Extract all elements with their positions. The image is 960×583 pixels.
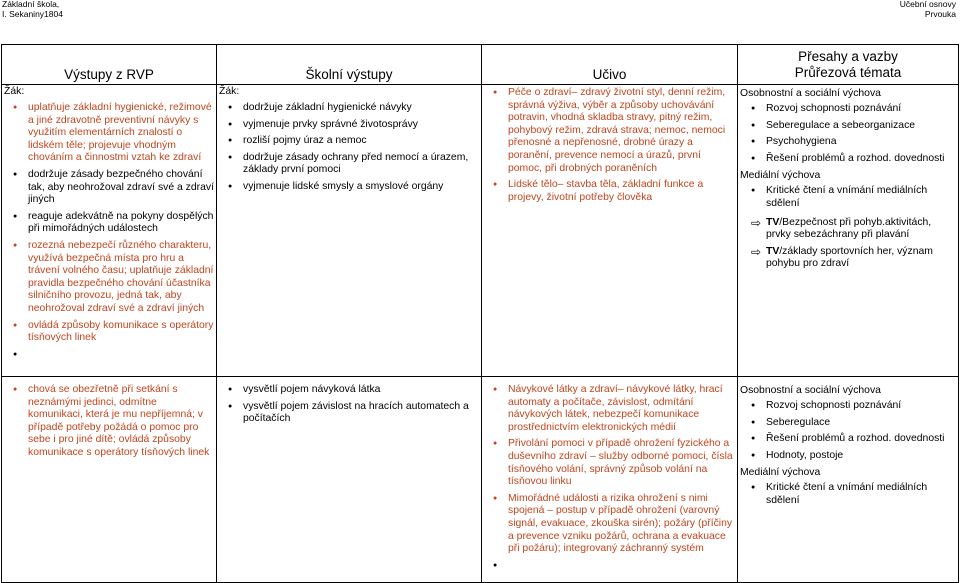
list-item: ● Seberegulace a sebeorganizace xyxy=(740,120,956,133)
pupil-label: Žák: xyxy=(219,86,240,97)
column-header-school: Školní výstupy xyxy=(217,45,482,85)
overlaps-cell xyxy=(738,85,959,377)
content-cell xyxy=(482,85,738,377)
list-item: ● reaguje adekvátně na pokyny dospělých při mimořádných událostech xyxy=(4,211,214,236)
list-item: ● Péče o zdraví– zdravý životní styl, denní režim, správná výživa, výběr a způsoby uchovávání potravin, vhodná skladba stravy, pitný režim, pohybový režim, zdravá strava; nemoc, nemoci přenosné a nepřenosné, drobné úrazy a poranění, prevence nemocí a úrazů, první pomoc, při drobných poraněních xyxy=(484,87,735,175)
mv-list xyxy=(740,482,956,507)
content-list xyxy=(484,384,735,556)
overlaps-header-line-2: Průřezová témata xyxy=(794,64,902,80)
mv-title: Mediální výchova xyxy=(740,170,821,182)
table-row xyxy=(2,377,959,583)
links-list xyxy=(740,217,956,271)
list-item: ● Mimořádné události a rizika ohrožení s nimi spojená – postup v případě ohrožení (varovný signál, evakuace, zkouška sirén); požáry (příčiny a prevence vzniku požárů, ochrana a evakuace při požáru); integrovaný záchranný systém xyxy=(484,493,735,556)
list-item: ● Řešení problémů a rozhod. dovednosti xyxy=(740,153,956,166)
link-item xyxy=(740,246,956,271)
list-item: ● Kritické čtení a vnímání mediálních sdělení xyxy=(740,482,956,507)
document-line-2: Prvouka xyxy=(924,8,956,19)
school-line-2: I. Sekaniny1804 xyxy=(2,8,63,19)
list-item: ● uplatňuje základní hygienické, režimové a jiné zdravotně preventivní návyky s využitím elementárních znalostí o lidském těle; projevuje vhodným chováním a činnostmi vztah ke zdraví xyxy=(4,102,214,165)
list-item: ● Rozvoj schopnosti poznávání xyxy=(740,103,956,116)
list-item: ● dodržuje zásady ochrany před nemocí a úrazem, základy první pomoci xyxy=(219,152,479,177)
pupil-label: Žák: xyxy=(4,86,25,97)
column-header-content: Učivo xyxy=(482,45,738,85)
list-item: ● dodržuje zásady bezpečného chování tak, aby neohrožoval zdraví své a zdraví jiných xyxy=(4,169,214,207)
list-item: ● Psychohygiena xyxy=(740,136,956,149)
list-item: ● Hodnoty, postoje xyxy=(740,450,956,463)
osv-title: Osobnostní a sociální výchova xyxy=(740,88,881,99)
document-line-1: Učební osnovy xyxy=(899,0,956,9)
list-item: ● Kritické čtení a vnímání mediálních sdělení xyxy=(740,185,956,210)
school-line-1: Základní škola, xyxy=(2,0,60,9)
osv-list xyxy=(740,103,956,165)
table-row xyxy=(2,85,959,377)
school-outcomes-cell xyxy=(217,377,482,583)
list-item: ● rozliší pojmy úraz a nemoc xyxy=(219,135,479,148)
rvp-list xyxy=(4,102,214,345)
osv-list xyxy=(740,400,956,462)
list-item: ● Seberegulace xyxy=(740,417,956,430)
overlaps-cell xyxy=(738,377,959,583)
list-item: ● rozezná nebezpečí různého charakteru, využívá bezpečná místa pro hru a trávení volného času; uplatňuje základní pravidla bezpečného chování účastníka silničního provozu, jedná tak, aby neohrožoval zdraví své a zdraví jiných xyxy=(4,240,214,316)
list-item: ● dodržuje základní hygienické návyky xyxy=(219,102,479,115)
list-item: ● vysvětlí pojem závislost na hracích automatech a počítačích xyxy=(219,401,479,426)
rvp-list xyxy=(4,384,214,460)
curriculum-table xyxy=(1,44,959,583)
list-item: ● vyjmenuje prvky správné životosprávy xyxy=(219,119,479,132)
column-header-rvp: Výstupy z RVP xyxy=(2,45,217,85)
link-subject: TV xyxy=(766,216,780,228)
content-cell xyxy=(482,377,738,583)
list-item: ● vyjmenuje lidské smysly a smyslové orgány xyxy=(219,181,479,194)
link-text: /Bezpečnost při pohyb.aktivitách, prvky sebezáchrany při plavání xyxy=(766,216,932,241)
mv-list xyxy=(740,185,956,210)
table-header-row xyxy=(2,45,959,85)
list-item: ● chová se obezřetně při setkání s neznámými jedinci, odmítne komunikaci, která je mu nepříjemná; v případě potřeby požádá o pomoc pro sebe i pro jiné dítě; ovládá způsoby komunikace s operátory tísňových linek xyxy=(4,384,214,460)
link-text: /základy sportovních her, význam pohybu pro zdraví xyxy=(766,245,933,270)
list-item: ● Lidské tělo– stavba těla, základní funkce a projevy, životní potřeby člověka xyxy=(484,179,735,204)
school-list xyxy=(219,384,479,426)
column-header-overlaps xyxy=(738,45,959,85)
list-item: ● Návykové látky a zdraví– návykové látky, hrací automaty a počítače, závislost, odmítání návykových látek, nebezpečí komunikace prostřednictvím elektronických médií xyxy=(484,384,735,434)
school-outcomes-cell xyxy=(217,85,482,377)
osv-title: Osobnostní a sociální výchova xyxy=(740,385,881,396)
list-item: ● Řešení problémů a rozhod. dovednosti xyxy=(740,433,956,446)
list-item: ● Přivolání pomoci v případě ohrožení fyzického a duševního zdraví – služby odborné pomoci, čísla tísňového volání, správný způsob volání na tísňovou linku xyxy=(484,438,735,488)
link-item xyxy=(740,217,956,242)
school-list xyxy=(219,102,479,194)
list-item: ● Rozvoj schopnosti poznávání xyxy=(740,400,956,413)
content-list xyxy=(484,87,735,204)
school-name xyxy=(2,0,63,19)
link-subject: TV xyxy=(766,245,780,257)
document-name xyxy=(900,0,956,19)
mv-title: Mediální výchova xyxy=(740,467,821,479)
overlaps-header-line-1: Přesahy a vazby xyxy=(798,48,898,64)
list-item: ● ovládá způsoby komunikace s operátory tísňových linek xyxy=(4,320,214,345)
rvp-cell xyxy=(2,377,217,583)
list-item: ● vysvětlí pojem návyková látka xyxy=(219,384,479,397)
rvp-cell xyxy=(2,85,217,377)
